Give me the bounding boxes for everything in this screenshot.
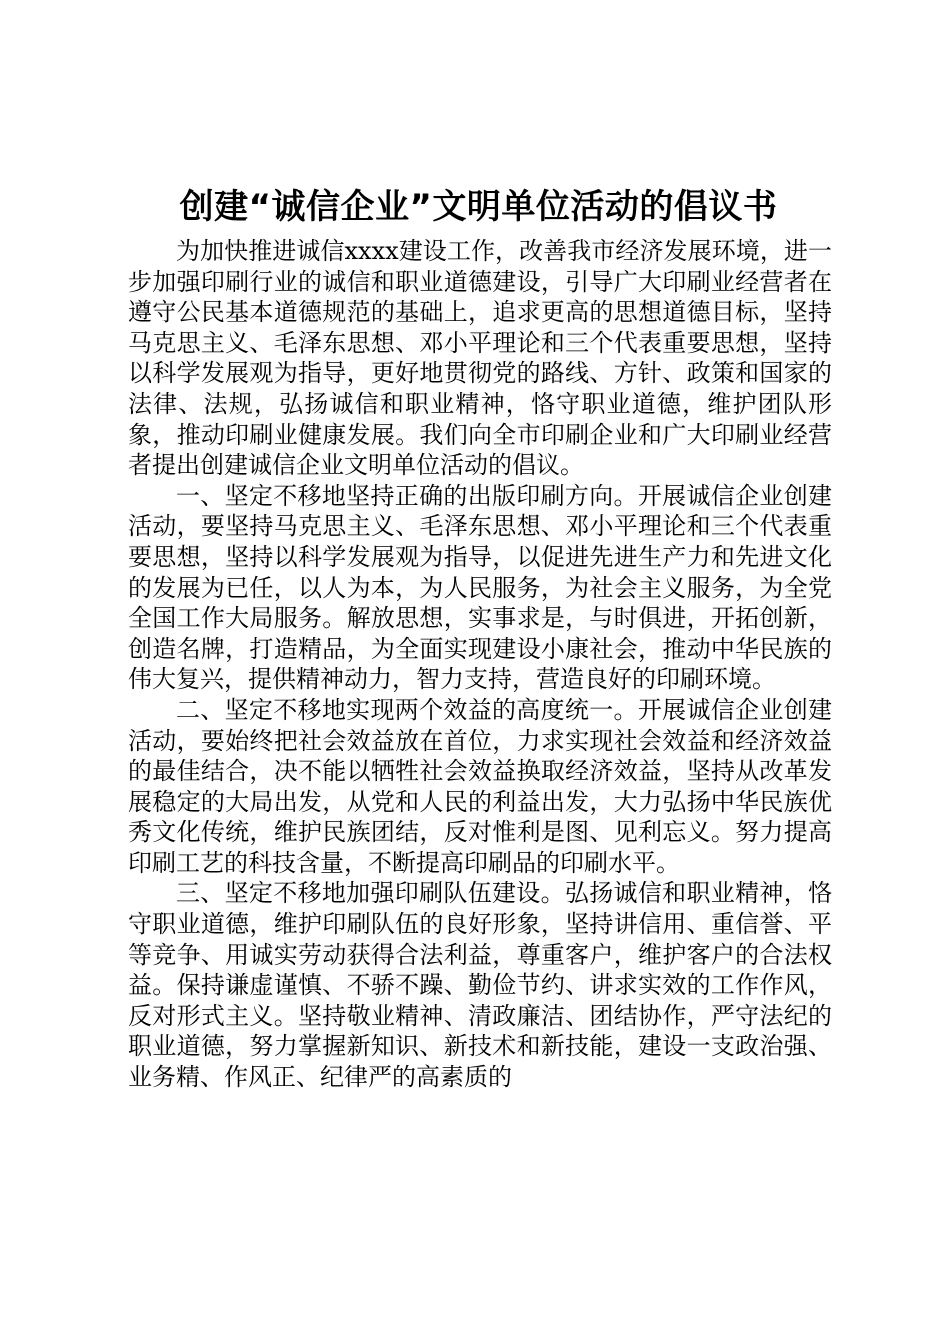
document-page <box>128 180 832 1093</box>
document-title: 创建“诚信企业”文明单位活动的倡议书 <box>179 187 778 227</box>
paragraph-item-1: 一、坚定不移地坚持正确的出版印刷方向。开展诚信企业创建活动，要坚持马克思主义、毛泽东思想、邓小平理论和三个代表重要思想，坚持以科学发展观为指导，以促进先进生产力和先进文化的发展为已任，以人为本，为人民服务，为社会主义服务，为全党全国工作大局服务。解放思想，实事求是，与时俱进，开拓创新，创造名牌，打造精品，为全面实现建设小康社会，推动中华民族的伟大复兴，提供精神动力，智力支持，营造良好的印刷环境。 <box>128 481 832 694</box>
paragraph-item-2: 二、坚定不移地实现两个效益的高度统一。开展诚信企业创建活动，要始终把社会效益放在首位，力求实现社会效益和经济效益的最佳结合，决不能以牺牲社会效益换取经济效益，坚持从改革发展稳定的大局出发，从党和人民的利益出发，大力弘扬中华民族优秀文化传统，维护民族团结，反对惟利是图、见利忘义。努力提高印刷工艺的科技含量，不断提高印刷品的印刷水平。 <box>128 695 832 877</box>
paragraph-item-3: 三、坚定不移地加强印刷队伍建设。弘扬诚信和职业精神，恪守职业道德，维护印刷队伍的良好形象，坚持讲信用、重信誉、平等竞争、用诚实劳动获得合法利益，尊重客户，维护客户的合法权益。保持谦虚谨慎、不骄不躁、勤俭节约、讲求实效的工作作风，反对形式主义。坚持敬业精神、清政廉洁、团结协作，严守法纪的职业道德，努力掌握新知识、新技术和新技能，建设一支政治强、业务精、作风正、纪律严的高素质的 <box>128 879 832 1092</box>
paragraph-intro: 为加快推进诚信xxxx建设工作，改善我市经济发展环境，进一步加强印刷行业的诚信和职业道德建设，引导广大印刷业经营者在遵守公民基本道德规范的基础上，追求更高的思想道德目标，坚持马克思主义、毛泽东思想、邓小平理论和三个代表重要思想，坚持以科学发展观为指导，更好地贯彻党的路线、方针、政策和国家的法律、法规，弘扬诚信和职业精神，恪守职业道德，维护团队形象，推动印刷业健康发展。我们向全市印刷企业和广大印刷业经营者提出创建诚信企业文明单位活动的倡议。 <box>128 237 832 480</box>
